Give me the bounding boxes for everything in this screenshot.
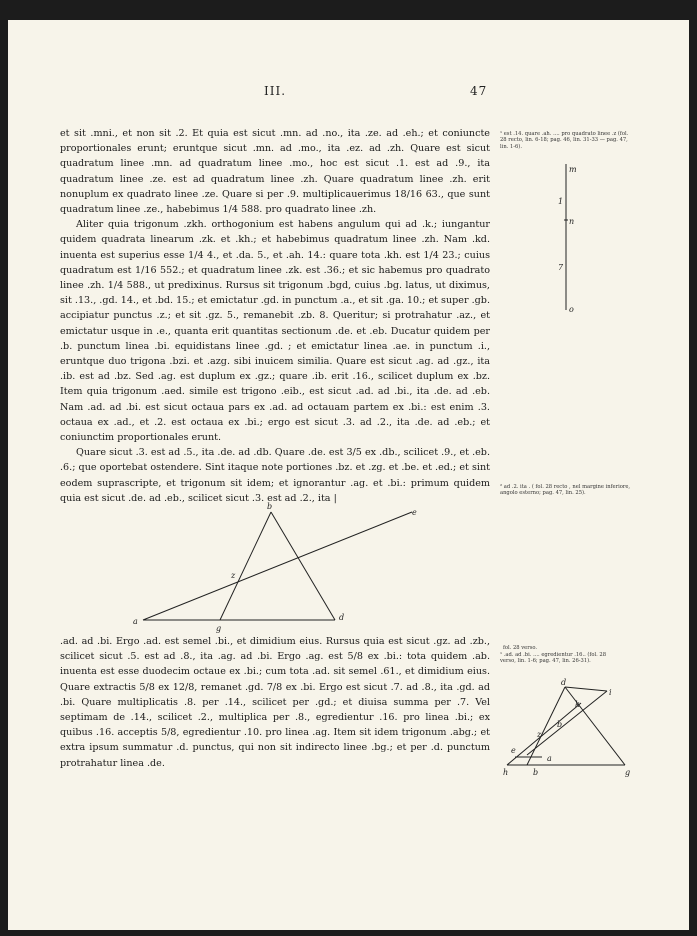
label-z2: z xyxy=(537,730,542,739)
label-1: 1 xyxy=(558,197,564,206)
label-d2: d xyxy=(561,678,567,687)
side-right xyxy=(565,687,625,765)
label-e: e xyxy=(412,508,417,517)
label-m: m xyxy=(569,165,577,174)
label-b3: b xyxy=(533,768,539,777)
main-text-upper xyxy=(60,126,490,506)
paragraph-1: et sit .mni., et non sit .2. Et quia est sicut .mn. ad .no., ita .ze. ad .eh.; et coniuncte proportionales erunt; eruntque sicut .mn. ad .mo., ita .ez. ad .zh. Quare est sicut quadratum linee .mn. ad quadratum linee .mo., hoc est sicut .1. est ad .9., ita quadratum linee .ze. est ad quadratum linee .zh. Quare quadratum linee .zh. erit nonuplum ex quadrato linee .ze. Quare si per .9. multiplicauerimus 18/16 63., que sunt quadratum linee .ze., habebimus 1/4 588. pro quadrato linee .zh. xyxy=(60,128,490,216)
label-z: z xyxy=(231,571,236,580)
label-b: b xyxy=(267,502,273,511)
label-d: d xyxy=(339,613,345,622)
margin-note-2: ² ad .2. ita . ( fol. 28 recto , nel margine inferiore, angolo esterno; pag. 47, lin. 25). xyxy=(500,484,631,497)
label-g: g xyxy=(216,624,222,633)
label-k: k xyxy=(575,700,580,709)
line-ai xyxy=(143,512,412,620)
label-h: h xyxy=(503,768,509,777)
line-hk xyxy=(507,703,581,765)
page-number: 47 xyxy=(470,84,488,98)
margin-note-1: ¹ est .14. quare .ah. .... pro quadrato linee .z (fol. 28 recto, lin. 6-18; pag. 46, lin. 31-33 — pag. 47, lin. 1-6). xyxy=(500,131,629,150)
main-figure xyxy=(125,500,425,635)
main-text-lower xyxy=(60,634,490,771)
line-gb xyxy=(220,512,271,620)
paragraph-3: Quare sicut .3. est ad .5., ita .de. ad .db. Quare .de. est 3/5 ex .db., scilicet .9., et .eb. .6.; que oportebat ostendere. Sint itaque note portiones .bz. et .zg. et .be. et .ed.; et sint eodem suprascripte, et trigonum sit idem; et ignorantur .ag. et .bi.: primum quidem quia est sicut .de. ad .eb., scilicet sicut .3. est ad .2., ita | xyxy=(60,447,490,504)
side-figure-line xyxy=(556,160,582,320)
label-n: n xyxy=(569,217,575,226)
label-i: i xyxy=(609,688,612,697)
label-a: a xyxy=(133,617,138,626)
margin-note-4: ¹ .ad. ad .bi. .... egredientur .16.. (fol. 28 verso, lin. 1-6; pag. 47, lin. 26-31). xyxy=(500,652,607,665)
label-e2: e xyxy=(511,746,516,755)
label-o: o xyxy=(569,305,574,314)
label-g2: g xyxy=(625,768,631,777)
section-heading: III. xyxy=(264,84,287,98)
paragraph-4: .ad. ad .bi. Ergo .ad. est semel .bi., et dimidium eius. Rursus quia est sicut .gz. ad .zb., scilicet sicut .5. est ad .8., ita .ag. ad .bi. Ergo .ag. est 5/8 ex .bi.: tota quidem .ab. inuenta est esse duodecim octaue ex .bi.; cum tota .ad. sit semel .61., et dimidium eius. Quare extractis 5/8 ex 12/8, remanet .gd. 7/8 ex .bi. Ergo est sicut .7. ad .8., ita .gd. ad .bi. Quare multiplicatis .8. per .14., scilicet per .gd.; et diuisa summa per .7. Vel septimam de .14., scilicet .2., multiplica per .8., egredientur .16. pro linea .bi.; ex quibus .16. acceptis 5/8, egredientur .10. pro linea .ag. Item sit idem trigonum .abg.; et extra ipsum summatur .d. punctus, qui non sit indirecto linee .bg.; et per .d. punctum protrahatur linea .de. xyxy=(60,636,490,769)
paragraph-2: Aliter quia trigonum .zkh. orthogonium est habens angulum qui ad .k.; iungantur quidem quadrata linearum .zk. et .kh.; et habebimus quadratum linee .zh. Nam .kd. inuenta est superius esse 1/4 4., et .da. 5., et .ah. 14.: quare tota .kh. est 1/4 23.; cuius quadratum est 1/16 552.; et quadratum linee .zk. est .36.; et sic habemus pro quadrato linee .zh. 1/4 588., ut predixinus. Rursus sit trigonum .bgd, cuius .bg. latus, ut diximus, sit .13., .gd. 14., et .bd. 15.; et emictatur .gd. in punctum .a., et sit .ga. 10.; et super .gb. accipiatur punctus .z.; et sit .gz. 5., remanebit .zb. 8. Queritur; si protrahatur .az., et emictatur usque in .e., quanta erit quantitas sectionum .de. et .eb. Ducatur quidem per .b. punctum linea .bi. equidistans linee .gd. ; et emictatur linea .ae. in punctum .i., eruntque duo trigona .bzi. et .azg. sibi inuicem similia. Quare est sicut .ag. ad .gz., ita .ib. est ad .bz. Sed .ag. est duplum ex .gz.; quare .ib. erit .16., scilicet duplum ex .bz. Item quia trigonum .aed. simile est trigono .eib., est sicut .ad. ad .bi., ita .de. ad .eb. Nam .ad. ad .bi. est sicut octaua pars ex .ad. ad octauam partem ex .bi.: est enim .3. octaua ex .ad., et .2. est octaua ex .bi.; ergo est sicut .3. ad .2., ita .de. ad .eb.; et coniunctim proportionales erunt. xyxy=(60,219,490,444)
margin-note-3: fol. 28 verso. xyxy=(503,645,538,651)
side-figure-triangle xyxy=(497,675,637,780)
line-di xyxy=(565,687,607,691)
line-ie xyxy=(527,691,607,755)
label-a2: a xyxy=(547,754,552,763)
line-bd xyxy=(271,512,335,620)
label-b2: b xyxy=(557,720,563,729)
label-7: 7 xyxy=(558,263,564,272)
